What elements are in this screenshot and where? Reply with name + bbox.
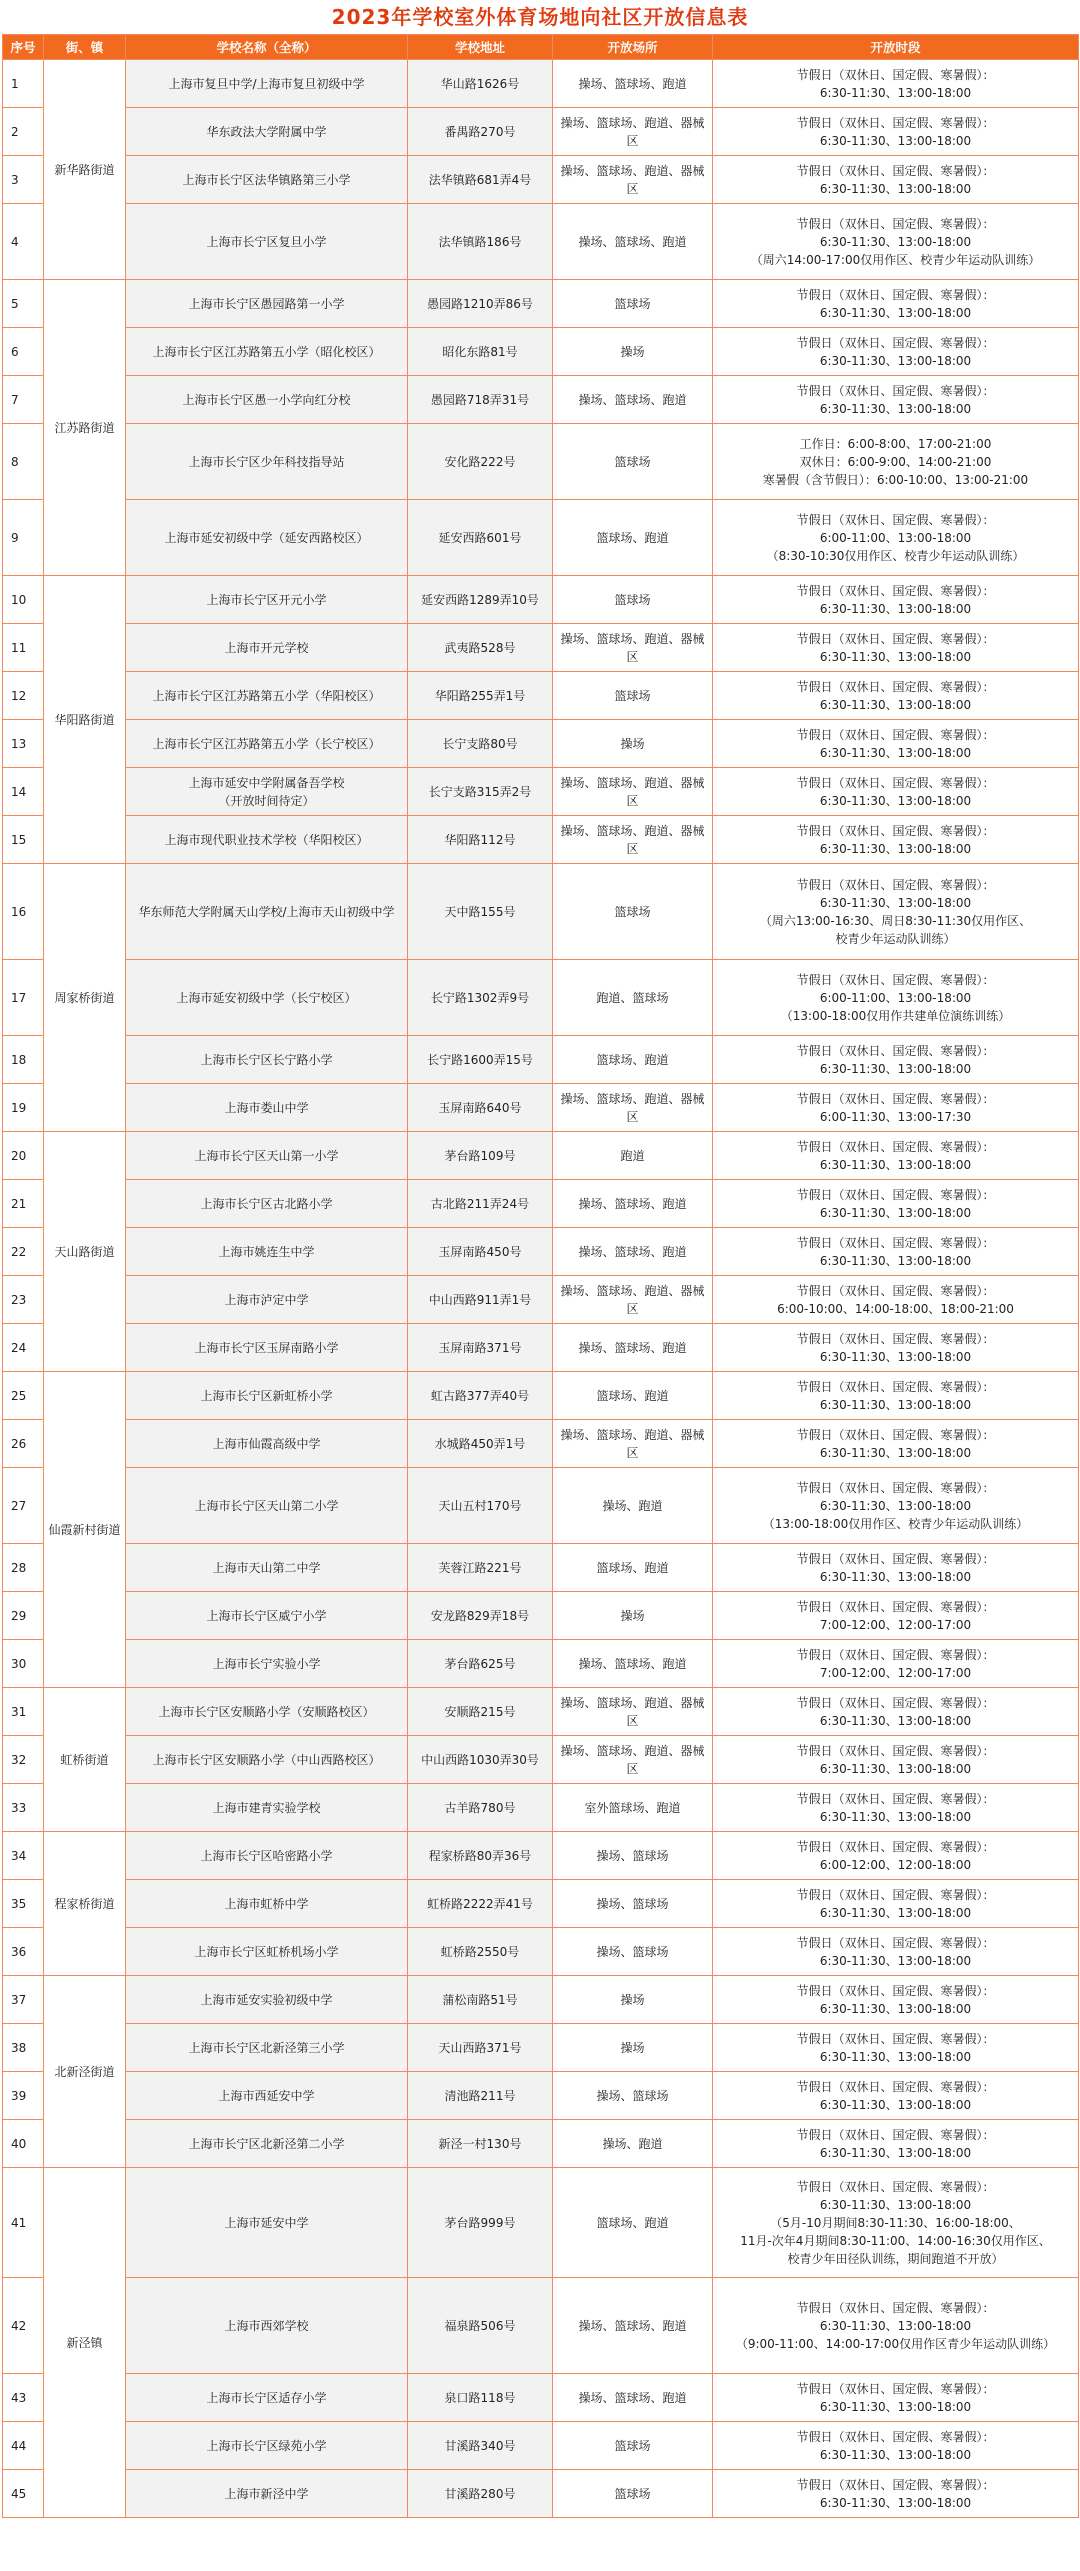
school-address: 甘溪路280号: [408, 2470, 553, 2518]
school-name: 华东师范大学附属天山学校/上海市天山初级中学: [126, 864, 408, 960]
row-index: 27: [3, 1468, 44, 1544]
school-name: 上海市延安中学附属备吾学校 （开放时间待定）: [126, 768, 408, 816]
school-address: 法华镇路186号: [408, 204, 553, 280]
school-address: 长宁支路80号: [408, 720, 553, 768]
school-name: 上海市延安实验初级中学: [126, 1976, 408, 2024]
school-name: 上海市建青实验学校: [126, 1784, 408, 1832]
table-row: [3, 2168, 1079, 2278]
row-index: 22: [3, 1228, 44, 1276]
open-venue: 篮球场、跑道: [553, 1372, 713, 1420]
school-name: 上海市西延安中学: [126, 2072, 408, 2120]
open-hours: 节假日（双休日、国定假、寒暑假）： 6:30-11:30、13:00-18:00 （周六13:00-16:30、周日8:30-11:30仅用作区、 校青少年运动队训练）: [713, 864, 1079, 960]
open-venue: 操场、篮球场、跑道、器械区: [553, 1688, 713, 1736]
school-name: 上海市开元学校: [126, 624, 408, 672]
row-index: 6: [3, 328, 44, 376]
table-row: [3, 1180, 1079, 1228]
row-index: 41: [3, 2168, 44, 2278]
table-row: [3, 816, 1079, 864]
open-hours: 节假日（双休日、国定假、寒暑假）： 6:00-11:00、13:00-18:00 （13:00-18:00仅用作共建单位演练训练）: [713, 960, 1079, 1036]
table-row: [3, 108, 1079, 156]
open-venue: 操场、篮球场、跑道: [553, 2374, 713, 2422]
school-name: 上海市长宁区法华镇路第三小学: [126, 156, 408, 204]
school-name: 上海市泸定中学: [126, 1276, 408, 1324]
school-address: 中山西路1030弄30号: [408, 1736, 553, 1784]
school-name: 上海市长宁区新虹桥小学: [126, 1372, 408, 1420]
open-hours: 节假日（双休日、国定假、寒暑假）： 6:30-11:30、13:00-18:00 （13:00-18:00仅用作区、校青少年运动队训练）: [713, 1468, 1079, 1544]
school-address: 武夷路528号: [408, 624, 553, 672]
row-index: 13: [3, 720, 44, 768]
school-address: 虹古路377弄40号: [408, 1372, 553, 1420]
table-row: [3, 1228, 1079, 1276]
table-row: [3, 624, 1079, 672]
school-name: 上海市长宁区绿苑小学: [126, 2422, 408, 2470]
row-index: 37: [3, 1976, 44, 2024]
school-address: 茅台路999号: [408, 2168, 553, 2278]
school-open-info-table: [2, 34, 1079, 2518]
open-venue: 操场、篮球场、跑道、器械区: [553, 768, 713, 816]
row-index: 25: [3, 1372, 44, 1420]
open-hours: 节假日（双休日、国定假、寒暑假）： 6:30-11:30、13:00-18:00: [713, 2374, 1079, 2422]
street-name: 周家桥街道: [44, 864, 126, 1132]
table-row: [3, 1036, 1079, 1084]
school-address: 中山西路911弄1号: [408, 1276, 553, 1324]
school-name: 上海市长宁区复旦小学: [126, 204, 408, 280]
table-row: [3, 2024, 1079, 2072]
school-name: 上海市长宁区玉屏南路小学: [126, 1324, 408, 1372]
open-hours: 节假日（双休日、国定假、寒暑假）： 6:30-11:30、13:00-18:00: [713, 624, 1079, 672]
table-row: [3, 1544, 1079, 1592]
street-name: 新华路街道: [44, 60, 126, 280]
school-name: 上海市长宁区江苏路第五小学（长宁校区）: [126, 720, 408, 768]
school-name: 上海市娄山中学: [126, 1084, 408, 1132]
open-hours: 节假日（双休日、国定假、寒暑假）： 6:30-11:30、13:00-18:00: [713, 280, 1079, 328]
open-venue: 操场: [553, 720, 713, 768]
school-address: 天山西路371号: [408, 2024, 553, 2072]
school-name: 上海市长宁区江苏路第五小学（华阳校区）: [126, 672, 408, 720]
row-index: 15: [3, 816, 44, 864]
school-name: 上海市长宁区安顺路小学（中山西路校区）: [126, 1736, 408, 1784]
school-address: 安顺路215号: [408, 1688, 553, 1736]
school-address: 番禺路270号: [408, 108, 553, 156]
school-name: 上海市延安初级中学（长宁校区）: [126, 960, 408, 1036]
table-row: [3, 672, 1079, 720]
open-venue: 操场、篮球场、跑道、器械区: [553, 156, 713, 204]
school-name: 上海市仙霞高级中学: [126, 1420, 408, 1468]
row-index: 42: [3, 2278, 44, 2374]
row-index: 29: [3, 1592, 44, 1640]
school-name: 上海市长宁区威宁小学: [126, 1592, 408, 1640]
row-index: 2: [3, 108, 44, 156]
open-hours: 节假日（双休日、国定假、寒暑假）： 6:00-12:00、12:00-18:00: [713, 1832, 1079, 1880]
row-index: 17: [3, 960, 44, 1036]
open-hours: 节假日（双休日、国定假、寒暑假）： 6:30-11:30、13:00-18:00: [713, 1324, 1079, 1372]
table-row: [3, 1592, 1079, 1640]
row-index: 44: [3, 2422, 44, 2470]
table-row: [3, 1688, 1079, 1736]
open-venue: 操场、篮球场、跑道、器械区: [553, 1736, 713, 1784]
street-name: 新泾镇: [44, 2168, 126, 2518]
street-name: 江苏路街道: [44, 280, 126, 576]
table-row: [3, 1372, 1079, 1420]
table-row: [3, 1324, 1079, 1372]
open-hours: 节假日（双休日、国定假、寒暑假）： 6:30-11:30、13:00-18:00: [713, 1372, 1079, 1420]
row-index: 3: [3, 156, 44, 204]
header-hours: 开放时段: [713, 35, 1079, 60]
row-index: 10: [3, 576, 44, 624]
school-name: 上海市长宁区天山第二小学: [126, 1468, 408, 1544]
open-hours: 节假日（双休日、国定假、寒暑假）： 6:30-11:30、13:00-18:00: [713, 1784, 1079, 1832]
open-hours: 节假日（双休日、国定假、寒暑假）： 6:30-11:30、13:00-18:00: [713, 60, 1079, 108]
open-venue: 跑道、篮球场: [553, 960, 713, 1036]
open-venue: 篮球场、跑道: [553, 500, 713, 576]
open-venue: 篮球场: [553, 2470, 713, 2518]
open-hours: 节假日（双休日、国定假、寒暑假）： 6:30-11:30、13:00-18:00 （9:00-11:00、14:00-17:00仅用作区青少年运动队训练）: [713, 2278, 1079, 2374]
street-name: 华阳路街道: [44, 576, 126, 864]
school-address: 新泾一村130号: [408, 2120, 553, 2168]
school-address: 天山五村170号: [408, 1468, 553, 1544]
school-name: 上海市长宁区开元小学: [126, 576, 408, 624]
open-venue: 篮球场: [553, 424, 713, 500]
open-venue: 篮球场: [553, 864, 713, 960]
row-index: 11: [3, 624, 44, 672]
header-index: 序号: [3, 35, 44, 60]
open-venue: 操场: [553, 2024, 713, 2072]
header-street: 街、镇: [44, 35, 126, 60]
open-venue: 篮球场: [553, 576, 713, 624]
street-name: 虹桥街道: [44, 1688, 126, 1832]
open-venue: 操场、篮球场、跑道、器械区: [553, 1420, 713, 1468]
open-hours: 节假日（双休日、国定假、寒暑假）： 6:30-11:30、13:00-18:00: [713, 156, 1079, 204]
row-index: 21: [3, 1180, 44, 1228]
row-index: 20: [3, 1132, 44, 1180]
school-name: 上海市长宁区天山第一小学: [126, 1132, 408, 1180]
table-row: [3, 156, 1079, 204]
open-venue: 操场、篮球场、跑道: [553, 376, 713, 424]
open-venue: 操场、篮球场: [553, 2072, 713, 2120]
school-name: 上海市姚连生中学: [126, 1228, 408, 1276]
table-row: [3, 500, 1079, 576]
open-venue: 操场、篮球场、跑道: [553, 204, 713, 280]
school-name: 上海市新泾中学: [126, 2470, 408, 2518]
table-row: [3, 2422, 1079, 2470]
row-index: 43: [3, 2374, 44, 2422]
street-name: 天山路街道: [44, 1132, 126, 1372]
open-hours: 节假日（双休日、国定假、寒暑假）： 6:00-11:00、13:00-18:00 （8:30-10:30仅用作区、校青少年运动队训练）: [713, 500, 1079, 576]
table-row: [3, 1784, 1079, 1832]
open-hours: 节假日（双休日、国定假、寒暑假）： 6:30-11:30、13:00-18:00: [713, 1132, 1079, 1180]
open-hours: 节假日（双休日、国定假、寒暑假）： 6:30-11:30、13:00-18:00 （5月-10月期间8:30-11:30、16:00-18:00、 11月-次年4月期间8:30-11:00、14:00-16:30仅用作区、 校青少年田径队训练，期间跑道不开放）: [713, 2168, 1079, 2278]
open-venue: 操场: [553, 328, 713, 376]
school-address: 华山路1626号: [408, 60, 553, 108]
school-name: 上海市长宁区适存小学: [126, 2374, 408, 2422]
row-index: 36: [3, 1928, 44, 1976]
open-hours: 节假日（双休日、国定假、寒暑假）： 6:30-11:30、13:00-18:00: [713, 2470, 1079, 2518]
school-address: 古羊路780号: [408, 1784, 553, 1832]
row-index: 8: [3, 424, 44, 500]
open-hours: 节假日（双休日、国定假、寒暑假）： 6:30-11:30、13:00-18:00: [713, 2072, 1079, 2120]
row-index: 19: [3, 1084, 44, 1132]
school-address: 虹桥路2222弄41号: [408, 1880, 553, 1928]
table-row: [3, 2470, 1079, 2518]
school-name: 上海市长宁区江苏路第五小学（昭化校区）: [126, 328, 408, 376]
school-name: 上海市西郊学校: [126, 2278, 408, 2374]
row-index: 30: [3, 1640, 44, 1688]
open-venue: 操场、篮球场: [553, 1832, 713, 1880]
row-index: 18: [3, 1036, 44, 1084]
street-name: 北新泾街道: [44, 1976, 126, 2168]
open-venue: 操场、篮球场、跑道、器械区: [553, 624, 713, 672]
school-name: 上海市天山第二中学: [126, 1544, 408, 1592]
open-venue: 操场、篮球场、跑道、器械区: [553, 1084, 713, 1132]
open-hours: 节假日（双休日、国定假、寒暑假）： 6:30-11:30、13:00-18:00: [713, 1544, 1079, 1592]
row-index: 4: [3, 204, 44, 280]
school-name: 上海市长宁区虹桥机场小学: [126, 1928, 408, 1976]
school-address: 古北路211弄24号: [408, 1180, 553, 1228]
street-name: 仙霞新村街道: [44, 1372, 126, 1688]
row-index: 16: [3, 864, 44, 960]
school-address: 水城路450弄1号: [408, 1420, 553, 1468]
school-address: 昭化东路81号: [408, 328, 553, 376]
row-index: 7: [3, 376, 44, 424]
open-hours: 节假日（双休日、国定假、寒暑假）： 6:30-11:30、13:00-18:00: [713, 720, 1079, 768]
open-hours: 节假日（双休日、国定假、寒暑假）： 6:00-11:30、13:00-17:30: [713, 1084, 1079, 1132]
open-hours: 节假日（双休日、国定假、寒暑假）： 6:30-11:30、13:00-18:00: [713, 1688, 1079, 1736]
table-row: [3, 424, 1079, 500]
row-index: 28: [3, 1544, 44, 1592]
school-name: 上海市现代职业技术学校（华阳校区）: [126, 816, 408, 864]
row-index: 5: [3, 280, 44, 328]
table-row: [3, 1420, 1079, 1468]
school-name: 上海市长宁区少年科技指导站: [126, 424, 408, 500]
open-venue: 操场、篮球场、跑道、器械区: [553, 108, 713, 156]
table-row: [3, 376, 1079, 424]
open-venue: 篮球场: [553, 672, 713, 720]
school-name: 上海市长宁区长宁路小学: [126, 1036, 408, 1084]
school-address: 茅台路625号: [408, 1640, 553, 1688]
school-address: 清池路211号: [408, 2072, 553, 2120]
open-venue: 操场、篮球场: [553, 1928, 713, 1976]
row-index: 26: [3, 1420, 44, 1468]
school-name: 上海市长宁实验小学: [126, 1640, 408, 1688]
table-row: [3, 864, 1079, 960]
open-venue: 篮球场: [553, 2422, 713, 2470]
open-venue: 操场、篮球场、跑道: [553, 1324, 713, 1372]
open-venue: 操场、篮球场、跑道、器械区: [553, 1276, 713, 1324]
open-hours: 节假日（双休日、国定假、寒暑假）： 6:30-11:30、13:00-18:00: [713, 816, 1079, 864]
table-row: [3, 720, 1079, 768]
school-address: 甘溪路340号: [408, 2422, 553, 2470]
row-index: 32: [3, 1736, 44, 1784]
table-row: [3, 1468, 1079, 1544]
open-hours: 节假日（双休日、国定假、寒暑假）： 6:30-11:30、13:00-18:00: [713, 1928, 1079, 1976]
table-row: [3, 2278, 1079, 2374]
school-address: 玉屏南路371号: [408, 1324, 553, 1372]
school-address: 安化路222号: [408, 424, 553, 500]
row-index: 24: [3, 1324, 44, 1372]
school-address: 延安西路601号: [408, 500, 553, 576]
open-hours: 节假日（双休日、国定假、寒暑假）： 6:30-11:30、13:00-18:00: [713, 2120, 1079, 2168]
school-address: 蒲松南路51号: [408, 1976, 553, 2024]
open-venue: 操场、篮球场: [553, 1880, 713, 1928]
school-address: 芙蓉江路221号: [408, 1544, 553, 1592]
open-hours: 工作日：6:00-8:00、17:00-21:00 双休日：6:00-9:00、14:00-21:00 寒暑假（含节假日）：6:00-10:00、13:00-21:00: [713, 424, 1079, 500]
table-row: [3, 1832, 1079, 1880]
table-row: [3, 328, 1079, 376]
open-venue: 操场: [553, 1592, 713, 1640]
school-address: 法华镇路681弄4号: [408, 156, 553, 204]
open-hours: 节假日（双休日、国定假、寒暑假）： 7:00-12:00、12:00-17:00: [713, 1640, 1079, 1688]
table-row: [3, 2374, 1079, 2422]
school-address: 长宁支路315弄2号: [408, 768, 553, 816]
open-hours: 节假日（双休日、国定假、寒暑假）： 6:30-11:30、13:00-18:00: [713, 672, 1079, 720]
school-address: 玉屏南路450号: [408, 1228, 553, 1276]
school-address: 泉口路118号: [408, 2374, 553, 2422]
open-hours: 节假日（双休日、国定假、寒暑假）： 6:30-11:30、13:00-18:00: [713, 1736, 1079, 1784]
table-row: [3, 1132, 1079, 1180]
open-venue: 操场、篮球场、跑道、器械区: [553, 816, 713, 864]
row-index: 9: [3, 500, 44, 576]
open-venue: 操场、篮球场、跑道: [553, 2278, 713, 2374]
table-row: [3, 1276, 1079, 1324]
open-hours: 节假日（双休日、国定假、寒暑假）： 6:30-11:30、13:00-18:00: [713, 376, 1079, 424]
row-index: 12: [3, 672, 44, 720]
open-hours: 节假日（双休日、国定假、寒暑假）： 6:30-11:30、13:00-18:00: [713, 2422, 1079, 2470]
open-venue: 篮球场、跑道: [553, 1544, 713, 1592]
table-row: [3, 1084, 1079, 1132]
row-index: 38: [3, 2024, 44, 2072]
school-address: 长宁路1600弄15号: [408, 1036, 553, 1084]
row-index: 39: [3, 2072, 44, 2120]
school-name: 华东政法大学附属中学: [126, 108, 408, 156]
row-index: 45: [3, 2470, 44, 2518]
school-name: 上海市延安初级中学（延安西路校区）: [126, 500, 408, 576]
open-venue: 操场、篮球场、跑道: [553, 1228, 713, 1276]
school-name: 上海市长宁区北新泾第三小学: [126, 2024, 408, 2072]
open-hours: 节假日（双休日、国定假、寒暑假）： 6:30-11:30、13:00-18:00: [713, 328, 1079, 376]
table-row: [3, 1928, 1079, 1976]
open-venue: 操场、篮球场、跑道: [553, 60, 713, 108]
header-venue: 开放场所: [553, 35, 713, 60]
row-index: 33: [3, 1784, 44, 1832]
open-hours: 节假日（双休日、国定假、寒暑假）： 6:00-10:00、14:00-18:00、18:00-21:00: [713, 1276, 1079, 1324]
school-name: 上海市虹桥中学: [126, 1880, 408, 1928]
table-row: [3, 1880, 1079, 1928]
school-address: 虹桥路2550号: [408, 1928, 553, 1976]
street-name: 程家桥街道: [44, 1832, 126, 1976]
table-header-row: [3, 35, 1079, 60]
school-address: 安龙路829弄18号: [408, 1592, 553, 1640]
open-hours: 节假日（双休日、国定假、寒暑假）： 6:30-11:30、13:00-18:00: [713, 1228, 1079, 1276]
open-venue: 操场、篮球场、跑道: [553, 1640, 713, 1688]
open-venue: 篮球场、跑道: [553, 1036, 713, 1084]
open-hours: 节假日（双休日、国定假、寒暑假）： 6:30-11:30、13:00-18:00: [713, 1880, 1079, 1928]
table-row: [3, 768, 1079, 816]
school-name: 上海市复旦中学/上海市复旦初级中学: [126, 60, 408, 108]
open-venue: 操场、跑道: [553, 1468, 713, 1544]
school-name: 上海市长宁区愚一小学向红分校: [126, 376, 408, 424]
open-venue: 篮球场、跑道: [553, 2168, 713, 2278]
table-row: [3, 60, 1079, 108]
open-venue: 操场、篮球场、跑道: [553, 1180, 713, 1228]
table-row: [3, 1736, 1079, 1784]
school-name: 上海市长宁区古北路小学: [126, 1180, 408, 1228]
header-address: 学校地址: [408, 35, 553, 60]
open-hours: 节假日（双休日、国定假、寒暑假）： 6:30-11:30、13:00-18:00: [713, 576, 1079, 624]
school-address: 福泉路506号: [408, 2278, 553, 2374]
open-hours: 节假日（双休日、国定假、寒暑假）： 6:30-11:30、13:00-18:00 （周六14:00-17:00仅用作区、校青少年运动队训练）: [713, 204, 1079, 280]
school-address: 愚园路1210弄86号: [408, 280, 553, 328]
table-row: [3, 280, 1079, 328]
school-address: 茅台路109号: [408, 1132, 553, 1180]
open-hours: 节假日（双休日、国定假、寒暑假）： 6:30-11:30、13:00-18:00: [713, 1180, 1079, 1228]
school-address: 玉屏南路640号: [408, 1084, 553, 1132]
open-hours: 节假日（双休日、国定假、寒暑假）： 6:30-11:30、13:00-18:00: [713, 1420, 1079, 1468]
open-hours: 节假日（双休日、国定假、寒暑假）： 6:30-11:30、13:00-18:00: [713, 2024, 1079, 2072]
table-row: [3, 2120, 1079, 2168]
open-hours: 节假日（双休日、国定假、寒暑假）： 6:30-11:30、13:00-18:00: [713, 768, 1079, 816]
table-row: [3, 576, 1079, 624]
school-address: 天中路155号: [408, 864, 553, 960]
row-index: 31: [3, 1688, 44, 1736]
row-index: 40: [3, 2120, 44, 2168]
page-title: 2023年学校室外体育场地向社区开放信息表: [331, 5, 749, 29]
school-address: 华阳路112号: [408, 816, 553, 864]
open-venue: 操场、跑道: [553, 2120, 713, 2168]
open-hours: 节假日（双休日、国定假、寒暑假）： 6:30-11:30、13:00-18:00: [713, 1036, 1079, 1084]
row-index: 1: [3, 60, 44, 108]
open-hours: 节假日（双休日、国定假、寒暑假）： 7:00-12:00、12:00-17:00: [713, 1592, 1079, 1640]
open-venue: 操场: [553, 1976, 713, 2024]
row-index: 23: [3, 1276, 44, 1324]
school-name: 上海市延安中学: [126, 2168, 408, 2278]
table-row: [3, 204, 1079, 280]
open-hours: 节假日（双休日、国定假、寒暑假）： 6:30-11:30、13:00-18:00: [713, 1976, 1079, 2024]
header-school: 学校名称（全称）: [126, 35, 408, 60]
open-venue: 跑道: [553, 1132, 713, 1180]
table-row: [3, 2072, 1079, 2120]
school-name: 上海市长宁区安顺路小学（安顺路校区）: [126, 1688, 408, 1736]
row-index: 35: [3, 1880, 44, 1928]
open-venue: 篮球场: [553, 280, 713, 328]
school-address: 华阳路255弄1号: [408, 672, 553, 720]
school-address: 延安西路1289弄10号: [408, 576, 553, 624]
school-name: 上海市长宁区北新泾第二小学: [126, 2120, 408, 2168]
open-venue: 室外篮球场、跑道: [553, 1784, 713, 1832]
table-row: [3, 960, 1079, 1036]
row-index: 14: [3, 768, 44, 816]
school-name: 上海市长宁区愚园路第一小学: [126, 280, 408, 328]
table-row: [3, 1640, 1079, 1688]
table-row: [3, 1976, 1079, 2024]
school-address: 愚园路718弄31号: [408, 376, 553, 424]
school-address: 程家桥路80弄36号: [408, 1832, 553, 1880]
open-hours: 节假日（双休日、国定假、寒暑假）： 6:30-11:30、13:00-18:00: [713, 108, 1079, 156]
school-address: 长宁路1302弄9号: [408, 960, 553, 1036]
school-name: 上海市长宁区哈密路小学: [126, 1832, 408, 1880]
row-index: 34: [3, 1832, 44, 1880]
